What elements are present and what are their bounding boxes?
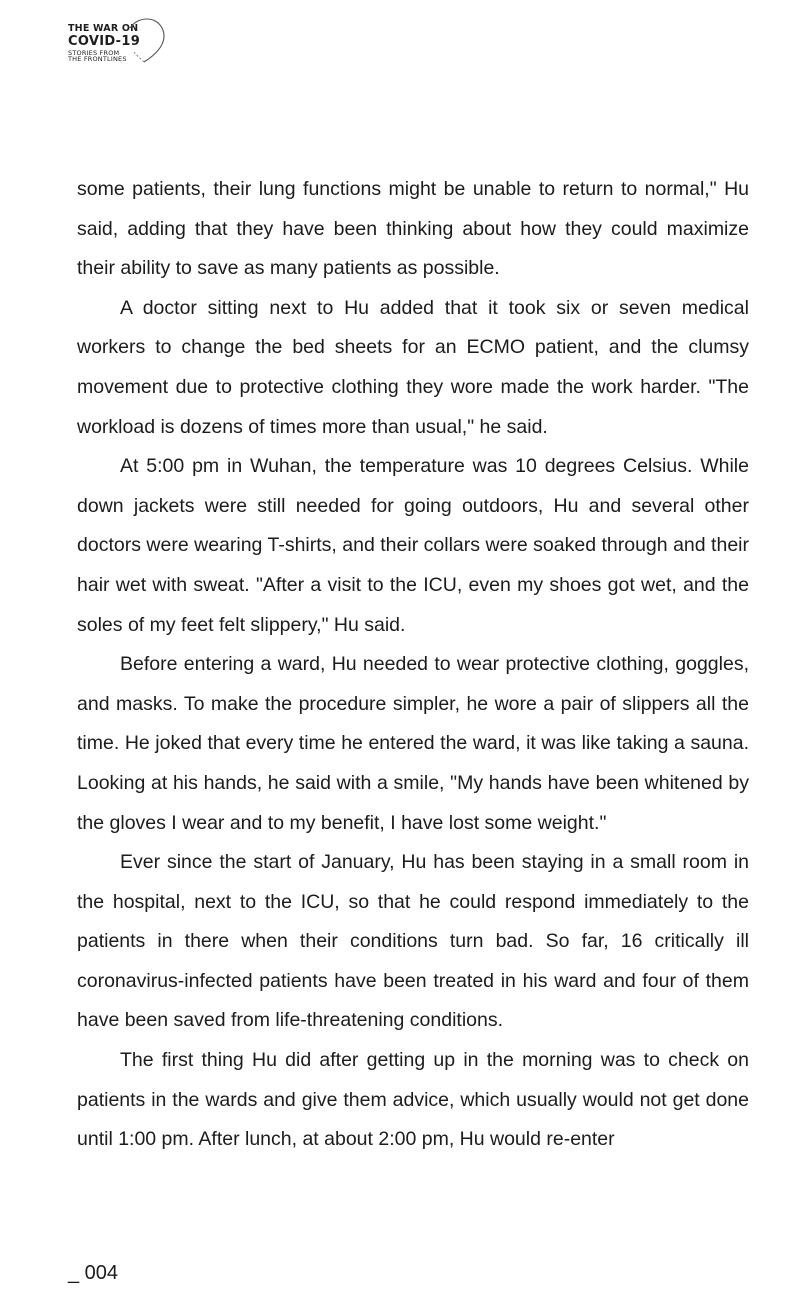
book-logo: [68, 24, 178, 76]
paragraph-5: Ever since the start of January, Hu has been staying in a small room in the hospital, next to the ICU, so that he could respond immediately to the patients in there when their conditions turn bad. So far, 16 critically ill coronavirus-infected patients have been treated in his ward and four of them have been saved from life-threatening conditions.: [77, 851, 749, 1032]
logo-line-2: COVID-19: [68, 33, 141, 49]
paragraph-6: The first thing Hu did after getting up in the morning was to check on patients in the wards and give them advice, which usually would not get done until 1:00 pm. After lunch, at about 2:00 pm, Hu would re-enter: [77, 1049, 749, 1151]
page-number: _ 004: [68, 1262, 119, 1284]
heart-outline-icon: [126, 18, 170, 70]
logo-line-4: THE FRONTLINES: [68, 55, 127, 63]
logo-line-3: STORIES FROM: [68, 48, 120, 57]
body-text: [77, 170, 749, 1160]
logo-line-1: THE WAR ON: [68, 23, 139, 34]
paragraph-3: At 5:00 pm in Wuhan, the temperature was 10 degrees Celsius. While down jackets were still needed for going outdoors, Hu and several other doctors were wearing T-shirts, and their collars were soaked through and their hair wet with sweat. "After a visit to the ICU, even my shoes got wet, and the soles of my feet felt slippery," Hu said.: [77, 455, 749, 636]
paragraph-1: some patients, their lung functions might be unable to return to normal," Hu said, adding that they have been thinking about how they could maximize their ability to save as many patients as possible.: [77, 178, 749, 280]
paragraph-4: Before entering a ward, Hu needed to wear protective clothing, goggles, and masks. To make the procedure simpler, he wore a pair of slippers all the time. He joked that every time he entered the ward, it was like taking a sauna. Looking at his hands, he said with a smile, "My hands have been whitened by the gloves I wear and to my benefit, I have lost some weight.": [77, 653, 749, 834]
paragraph-2: A doctor sitting next to Hu added that it took six or seven medical workers to change the bed sheets for an ECMO patient, and the clumsy movement due to protective clothing they wore made the work harder. "The workload is dozens of times more than usual," he said.: [77, 296, 749, 438]
